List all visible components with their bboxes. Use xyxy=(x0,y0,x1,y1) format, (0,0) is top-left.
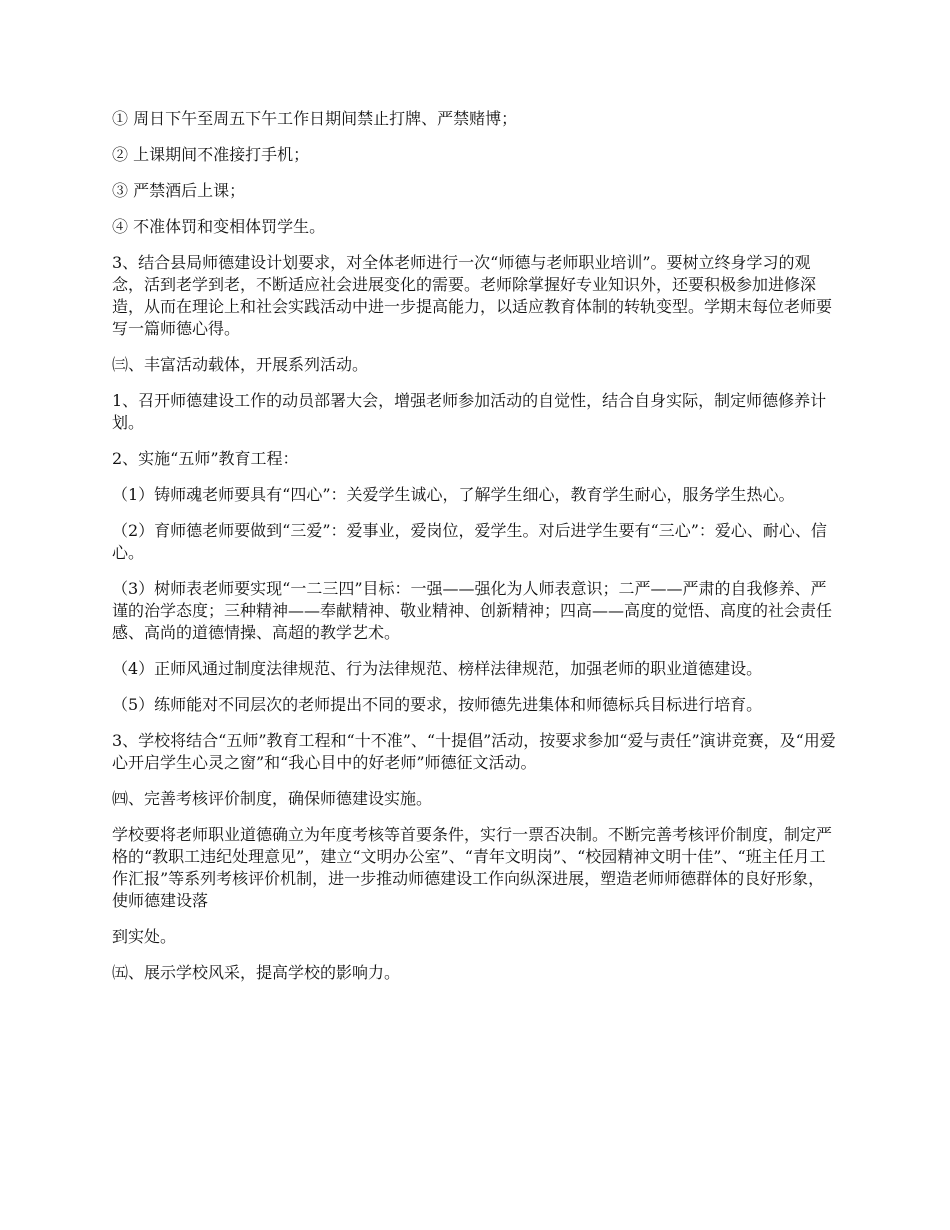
document-body xyxy=(112,108,838,998)
rule-item-3: ③ 严禁酒后上课； xyxy=(112,181,246,200)
list-item-model: （3）树师表老师要实现“一二三四”目标：一强——强化为人师表意识；二严——严肃的自我修养、严谨的治学态度；三种精神——奉献精神、敬业精神、创新精神；四高——高度的觉悟、高度的社会责任感、高尚的道德情操、高超的教学艺术。 xyxy=(112,579,833,642)
list-item-style: （4）正师风通过制度法律规范、行为法律规范、榜样法律规范，加强老师的职业道德建设。 xyxy=(112,659,763,678)
paragraph-assessment: 学校要将老师职业道德确立为年度考核等首要条件，实行一票否决制。不断完善考核评价制度，制定严格的“教职工违纪处理意见”，建立“文明办公室”、“青年文明岗”、“校园精神文明十佳”、“班主任月工作汇报”等系列考核评价机制，进一步推动师德建设工作向纵深进展，塑造老师师德群体的良好形象，使师德建设落 xyxy=(112,825,833,910)
section-heading-4: ㈣、完善考核评价制度，确保师德建设实施。 xyxy=(112,789,433,808)
rule-item-2: ② 上课期间不准接打手机； xyxy=(112,145,310,164)
rule-item-4: ④ 不准体罚和变相体罚学生。 xyxy=(112,217,326,236)
rule-item-1: ① 周日下午至周五下午工作日期间禁止打牌、严禁赌博； xyxy=(112,109,518,128)
list-item-skill: （5）练师能对不同层次的老师提出不同的要求，按师德先进集体和师德标兵目标进行培育。 xyxy=(112,695,763,714)
list-item-ethics: （2）育师德老师要做到“三爱”：爱事业，爱岗位，爱学生。对后进学生要有“三心”：爱心、耐心、信心。 xyxy=(112,521,827,562)
paragraph-activities: 3、学校将结合“五师”教育工程和“十不准”、“十提倡”活动，按要求参加“爱与责任”演讲竞赛，及“用爱心开启学生心灵之窗”和“我心目中的好老师”师德征文活动。 xyxy=(112,731,836,772)
section-heading-3: ㈢、丰富活动载体，开展系列活动。 xyxy=(112,355,369,374)
paragraph-training-plan: 3、结合县局师德建设计划要求，对全体老师进行一次“师德与老师职业培训”。要树立终身学习的观念，活到老学到老，不断适应社会进展变化的需要。老师除掌握好专业知识外，还要积极参加进修深造，从而在理论上和社会实践活动中进一步提高能力，以适应教育体制的转轨变型。学期末每位老师要写一篇师德心得。 xyxy=(112,253,833,338)
paragraph-five-teacher-project: 2、实施“五师”教育工程： xyxy=(112,449,299,468)
list-item-soul: （1）铸师魂老师要具有“四心”：关爱学生诚心，了解学生细心，教育学生耐心，服务学生热心。 xyxy=(112,485,795,504)
section-heading-5: ㈤、展示学校风采，提高学校的影响力。 xyxy=(112,963,401,982)
paragraph-mobilization-meeting: 1、召开师德建设工作的动员部署大会，增强老师参加活动的自觉性，结合自身实际，制定师德修养计划。 xyxy=(112,391,827,432)
paragraph-continuation: 到实处。 xyxy=(112,927,177,946)
